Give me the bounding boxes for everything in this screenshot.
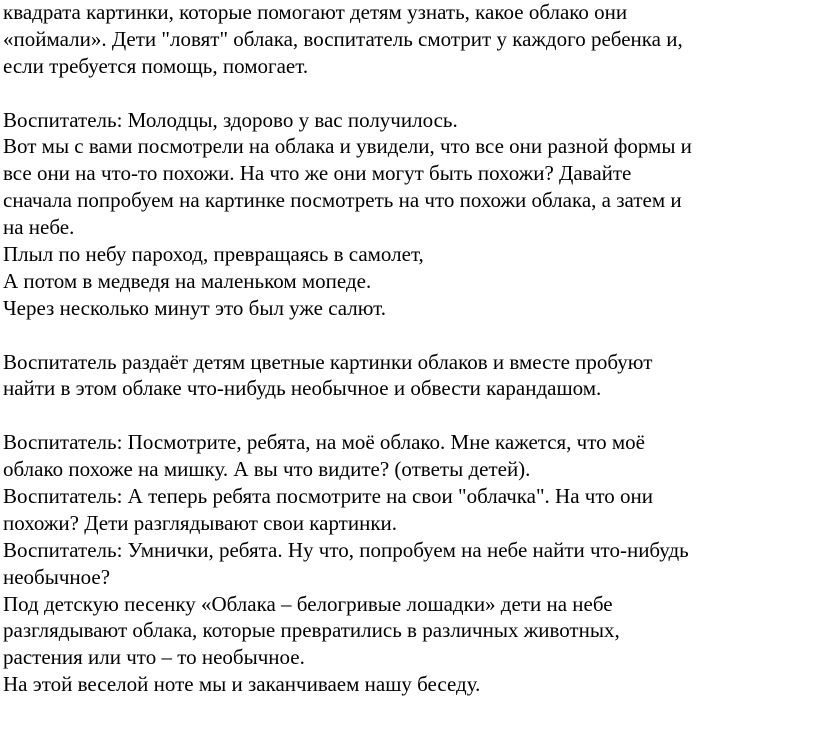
document-body (3, 0, 813, 698)
text-line: сначала попробуем на картинке посмотреть на что похожи облака, а затем и (3, 188, 682, 213)
text-line: необычное? (3, 564, 111, 589)
text-line: на небе. (3, 215, 75, 240)
blank-line (3, 80, 813, 107)
poem-line: Плыл по небу пароход, превращаясь в самолет, (3, 242, 424, 267)
text-line: Воспитатель: А теперь ребята посмотрите на свои "облачка". На что они (3, 484, 653, 509)
text-line: Вот мы с вами посмотрели на облака и увидели, что все они разной формы и (3, 134, 692, 159)
text-line: похожи? Дети разглядывают свои картинки. (3, 510, 398, 535)
text-line: разглядывают облака, которые превратились в различных животных, (3, 618, 620, 643)
text-line: Воспитатель: Молодцы, здорово у вас получилось. (3, 107, 458, 132)
text-line: найти в этом облаке что-нибудь необычное и обвести карандашом. (3, 376, 602, 401)
poem-line: Через несколько минут это был уже салют. (3, 295, 387, 320)
text-line: растения или что – то необычное. (3, 645, 305, 670)
blank-line (3, 322, 813, 349)
poem-line: А потом в медведя на маленьком мопеде. (3, 268, 372, 293)
text-line: «поймали». Дети "ловят" облака, воспитатель смотрит у каждого ребенка и, (3, 26, 683, 51)
text-line: На этой веселой ноте мы и заканчиваем нашу беседу. (3, 672, 481, 697)
text-line: Воспитатель: Умнички, ребята. Ну что, попробуем на небе найти что-нибудь (3, 537, 689, 562)
text-line: облако похоже на мишку. А вы что видите? (ответы детей). (3, 457, 531, 482)
text-line: все они на что-то похожи. На что же они могут быть похожи? Давайте (3, 161, 632, 186)
text-line: Воспитатель раздаёт детям цветные картинки облаков и вместе пробуют (3, 349, 653, 374)
text-line: Под детскую песенку «Облака – белогривые лошадки» дети на небе (3, 591, 613, 616)
text-line: если требуется помощь, помогает. (3, 53, 309, 78)
blank-line (3, 402, 813, 429)
text-line: Воспитатель: Посмотрите, ребята, на моё облако. Мне кажется, что моё (3, 430, 646, 455)
text-line: квадрата картинки, которые помогают детям узнать, какое облако они (3, 0, 628, 24)
